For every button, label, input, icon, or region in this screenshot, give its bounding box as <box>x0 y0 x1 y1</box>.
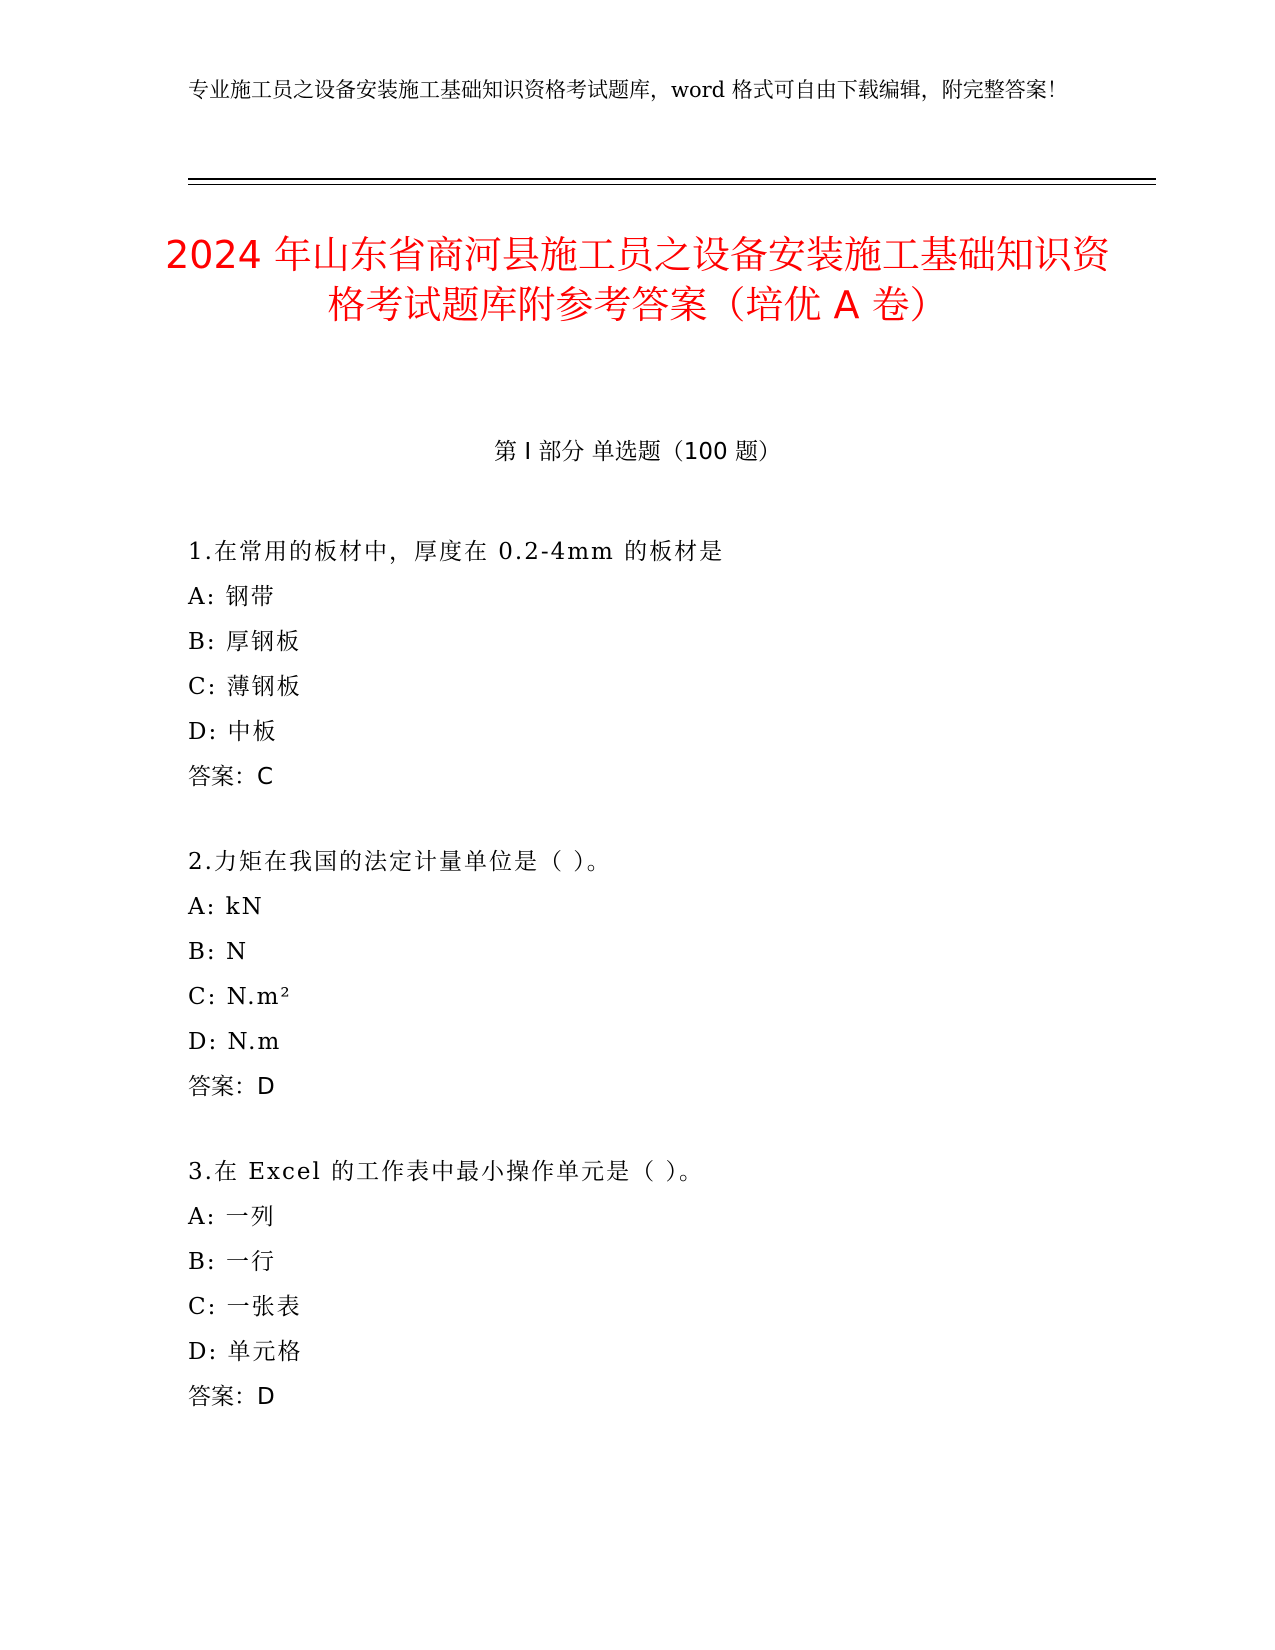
section-heading: 第 I 部分 单选题（100 题） <box>494 439 781 465</box>
option-b: B: N <box>188 939 249 965</box>
question-2 <box>188 840 1148 1110</box>
option-a: A: 钢带 <box>188 584 276 610</box>
question-3 <box>188 1150 1148 1420</box>
option-c: C: 薄钢板 <box>188 674 302 700</box>
option-a: A: 一列 <box>188 1204 276 1230</box>
question-list <box>188 530 1148 1460</box>
answer-line: 答案：C <box>188 764 274 790</box>
option-b: B: 厚钢板 <box>188 629 301 655</box>
header-divider-thin <box>188 184 1156 185</box>
option-c: C: N.m² <box>188 984 292 1010</box>
document-title: 2024 年山东省商河县施工员之设备安装施工基础知识资格考试题库附参考答案（培优 A 卷） <box>165 233 1110 327</box>
option-d: D: 单元格 <box>188 1339 303 1365</box>
option-d: D: 中板 <box>188 719 278 745</box>
header-note: 专业施工员之设备安装施工基础知识资格考试题库，word 格式可自由下载编辑，附完整答案！ <box>188 78 1068 102</box>
header-divider-thick <box>188 178 1156 180</box>
option-b: B: 一行 <box>188 1249 276 1275</box>
question-stem: 1.在常用的板材中，厚度在 0.2-4mm 的板材是 <box>188 539 725 565</box>
answer-line: 答案：D <box>188 1384 275 1410</box>
question-stem: 2.力矩在我国的法定计量单位是（ ）。 <box>188 849 612 875</box>
option-d: D: N.m <box>188 1029 282 1055</box>
option-a: A: kN <box>188 894 264 920</box>
answer-line: 答案：D <box>188 1074 275 1100</box>
question-stem: 3.在 Excel 的工作表中最小操作单元是（ ）。 <box>188 1159 704 1185</box>
option-c: C: 一张表 <box>188 1294 302 1320</box>
question-1 <box>188 530 1148 800</box>
